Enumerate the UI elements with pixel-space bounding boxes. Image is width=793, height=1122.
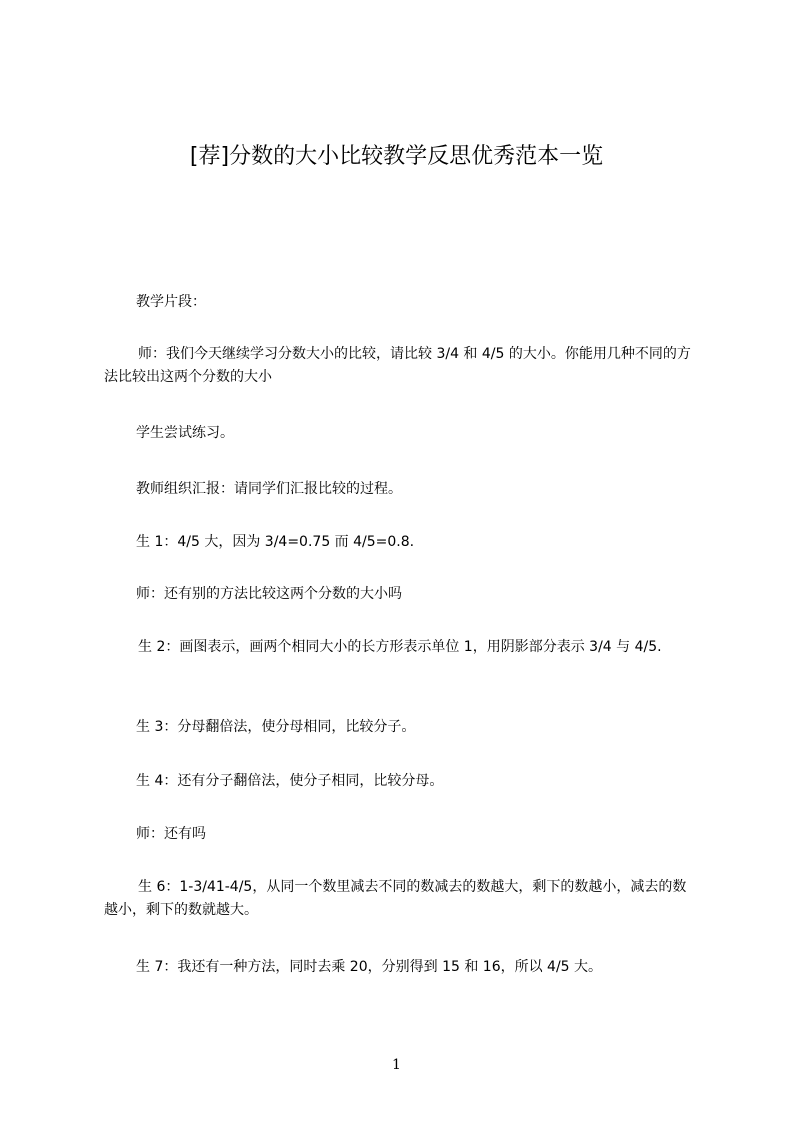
paragraph-student-4: 生 4：还有分子翻倍法，使分子相同，比较分母。 <box>136 773 444 789</box>
paragraph-teacher-anything-else: 师：还有吗 <box>136 826 206 842</box>
paragraph-student-1: 生 1：4/5 大，因为 3/4=0.75 而 4/5=0.8. <box>136 534 415 550</box>
paragraph-student-7: 生 7：我还有一种方法，同时去乘 20，分别得到 15 和 16，所以 4/5 大。 <box>136 959 603 975</box>
paragraph-student-practice: 学生尝试练习。 <box>136 425 234 441</box>
page-number: 1 <box>392 1057 401 1073</box>
paragraph-teacher-question: 师：我们今天继续学习分数大小的比较，请比较 3/4 和 4/5 的大小。你能用几种不同的方法比较出这两个分数的大小 <box>104 346 691 385</box>
paragraph-student-2: 生 2：画图表示，画两个相同大小的长方形表示单位 1，用阴影部分表示 3/4 与 4/5. <box>138 639 662 655</box>
paragraph-teaching-segment: 教学片段： <box>136 294 206 310</box>
document-title: [荐]分数的大小比较教学反思优秀范本一览 <box>189 144 604 169</box>
paragraph-teacher-other-methods: 师：还有别的方法比较这两个分数的大小吗 <box>136 586 402 602</box>
paragraph-student-6: 生 6：1-3/41-4/5，从同一个数里减去不同的数减去的数越大，剩下的数越小，减去的数越小，剩下的数就越大。 <box>104 879 687 918</box>
paragraph-student-3: 生 3：分母翻倍法，使分母相同，比较分子。 <box>136 719 416 735</box>
paragraph-teacher-report: 教师组织汇报：请同学们汇报比较的过程。 <box>136 481 402 497</box>
